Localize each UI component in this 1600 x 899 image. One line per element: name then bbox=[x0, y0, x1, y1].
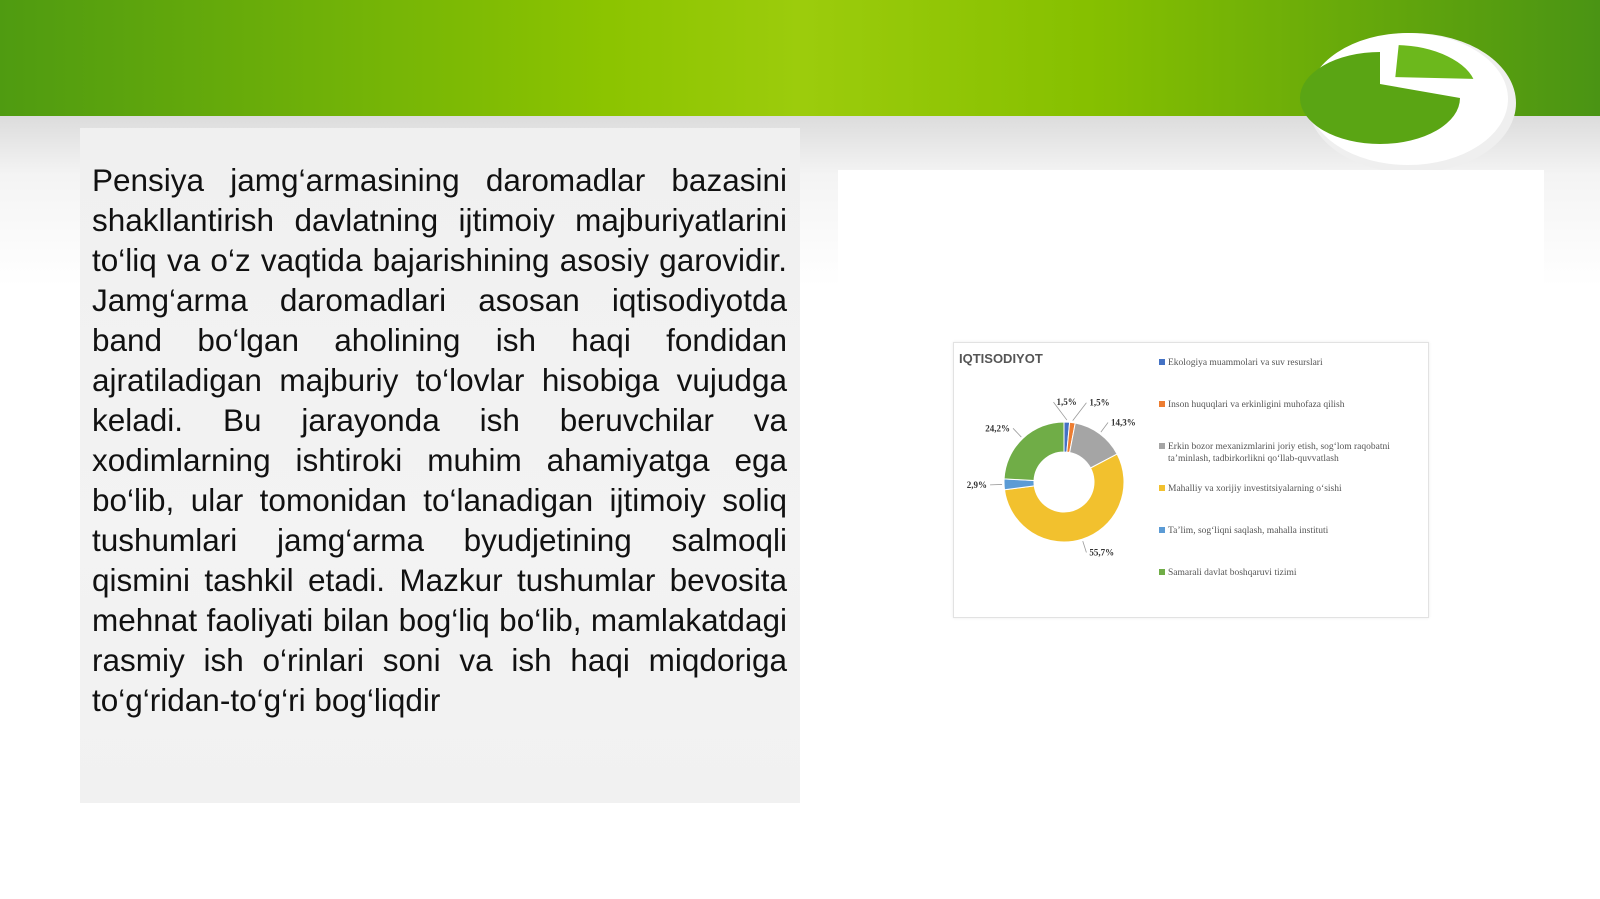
leader-line bbox=[1083, 541, 1087, 552]
slice-value-label: 55,7% bbox=[1089, 547, 1115, 558]
slice-value-label: 1,5% bbox=[1089, 397, 1110, 408]
slice-value-label: 2,9% bbox=[966, 479, 988, 490]
legend-label: Mahalliy va xorijiy investitsiyalarning o‘sishi bbox=[1168, 484, 1342, 494]
donut-chart bbox=[954, 343, 1428, 617]
body-paragraph: Pensiya jamg‘armasining daromadlar bazasini shakllantirish davlatning ijtimoiy majburiyatlarini to‘liq va o‘z vaqtida bajarishining asosiy garovidir. Jamg‘arma daromadlari asosan iqtisodiyotda band bo‘lgan aholining ish haqi fondidan ajratiladigan majburiy to‘lovlar hisobiga vujudga keladi. Bu jarayonda ish beruvchilar va xodimlarning ishtiroki muhim ahamiyatga ega bo‘lib, ular tomonidan to‘lanadigan ijtimoiy soliq tushumlari jamg‘arma byudjetining salmoqli qismini tashkil etadi. Mazkur tushumlar bevosita mehnat faoliyati bilan bog‘liq bo‘lib, mamlakatdagi rasmiy ish o‘rinlari soni va ish haqi miqdoriga to‘g‘ridan-to‘g‘ri bog‘liqdir bbox=[92, 162, 787, 718]
chart-image bbox=[953, 342, 1429, 618]
legend-swatch bbox=[1159, 359, 1165, 365]
legend-swatch bbox=[1159, 485, 1165, 491]
legend-swatch bbox=[1159, 569, 1165, 575]
legend-label: Inson huquqlari va erkinligini muhofaza qilish bbox=[1168, 400, 1345, 410]
legend-swatch bbox=[1159, 443, 1165, 449]
legend-label: Erkin bozor mexanizmlarini joriy etish, sog‘lom raqobatni ta’minlash, tadbirkorlikni qo‘llab-quvvatlash bbox=[1168, 442, 1390, 464]
slice-value-label: 1,5% bbox=[1056, 397, 1077, 408]
legend-swatch bbox=[1159, 527, 1165, 533]
slice-value-label: 24,2% bbox=[985, 423, 1011, 434]
legend-label: Samarali davlat boshqaruvi tizimi bbox=[1168, 568, 1297, 578]
chart-title: IQTISODIYOT bbox=[959, 351, 1043, 366]
slice-value-label: 14,3% bbox=[1111, 417, 1136, 428]
pie-chart-logo-icon bbox=[1300, 20, 1530, 180]
legend-label: Ekologiya muammolari va suv resurslari bbox=[1168, 358, 1323, 368]
legend-label: Ta’lim, sog‘liqni saqlash, mahalla instituti bbox=[1168, 526, 1329, 536]
donut-slice bbox=[1004, 422, 1064, 480]
leader-line bbox=[1013, 428, 1021, 437]
leader-line bbox=[1101, 423, 1108, 433]
legend-swatch bbox=[1159, 401, 1165, 407]
